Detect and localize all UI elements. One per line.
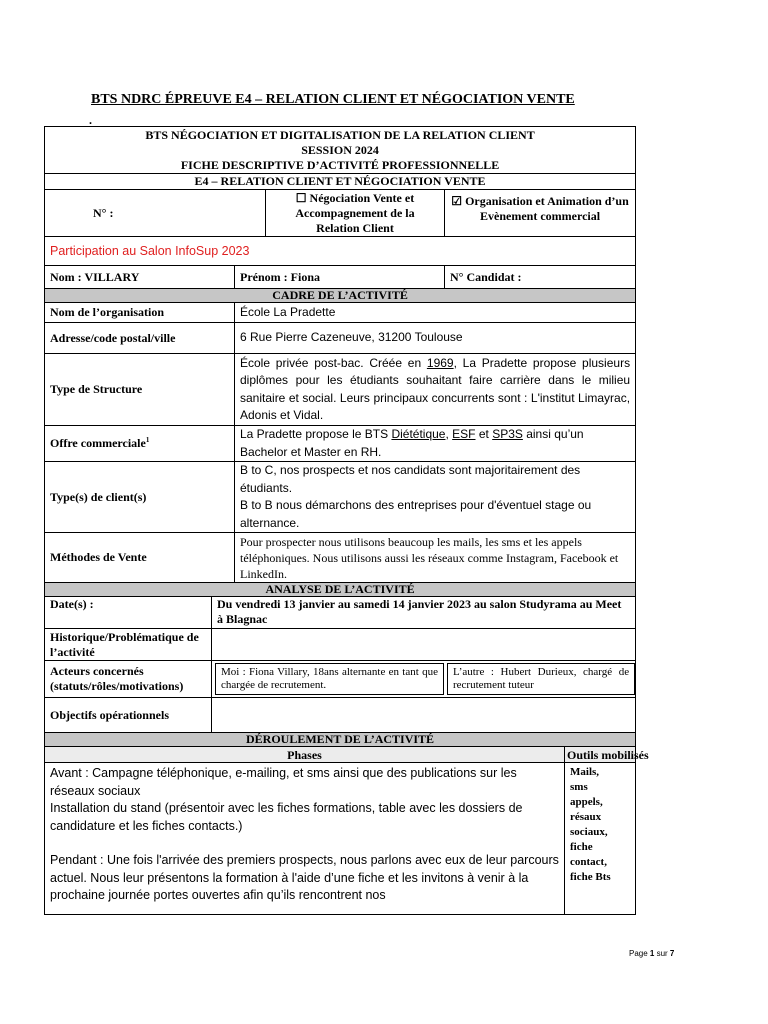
dates-row [45, 597, 636, 629]
structure-label: Type de Structure [45, 354, 235, 426]
objectifs-row [45, 698, 636, 733]
cadre-title: CADRE DE L’ACTIVITÉ [45, 289, 636, 303]
header-row [45, 127, 636, 174]
header-line-4: E4 – RELATION CLIENT ET NÉGOCIATION VENTE [45, 174, 636, 190]
methodes-value: Pour prospecter nous utilisons beaucoup les mails, les sms et les appels téléphoniques. Nous utilisons aussi les réseaux comme Instagram, Facebook et LinkedIn. [235, 533, 636, 583]
outil-item: sms [570, 781, 588, 793]
header-line-3: FICHE DESCRIPTIVE D’ACTIVITÉ PROFESSIONNELLE [180, 157, 500, 172]
checkbox-checked-icon: ☑ [451, 194, 463, 208]
historique-row [45, 629, 636, 661]
numero-label: N° : [45, 190, 266, 237]
activity-title: Participation au Salon InfoSup 2023 [45, 237, 636, 266]
option1-line1: Négociation Vente et [309, 190, 415, 205]
deroulement-title: DÉROULEMENT DE L’ACTIVITÉ [45, 733, 636, 747]
org-label: Nom de l’organisation [45, 303, 235, 323]
header-line-1: BTS NÉGOCIATION ET DIGITALISATION DE LA RELATION CLIENT [145, 127, 535, 142]
structure-value: École privée post-bac. Créée en 1969, La Pradette propose plusieurs diplômes pour les étudiants souhaitant faire carrière dans le milieu sanitaire et social. Leurs principaux concurrents sont : L'institut Limayrac, Adonis et Vidal. [235, 354, 636, 426]
outil-item: appels, [570, 796, 603, 808]
clients-b2c: B to C, nos prospects et nos candidats sont majoritairement des étudiants. [240, 463, 581, 495]
clients-b2b: B to B nous démarchons des entreprises pour d'éventuel stage ou alternance. [240, 498, 592, 530]
option1-line2: Accompagnement de la [295, 205, 415, 220]
methodes-label: Méthodes de Vente [45, 533, 235, 583]
identity-row [45, 266, 636, 289]
option2-line2: Evènement commercial [480, 209, 601, 223]
outils-label: Outils mobilisés [565, 747, 636, 763]
stray-dot: . [89, 113, 92, 127]
offre-value: La Pradette propose le BTS Diététique, ESF et SP3S ainsi qu’un Bachelor et Master en RH. [235, 426, 636, 462]
option-organisation [445, 190, 636, 237]
acteurs-row [45, 661, 636, 698]
option1-line3: Relation Client [316, 220, 394, 235]
deroulement-title-row [45, 733, 636, 747]
outil-item: sociaux, [570, 826, 608, 838]
outil-item: fiche Bts [570, 871, 611, 883]
analyse-title-row [45, 583, 636, 597]
historique-value [212, 629, 636, 661]
historique-label: Historique/Problématique de l’activité [45, 629, 212, 661]
address-value: 6 Rue Pierre Cazeneuve, 31200 Toulouse [235, 323, 636, 354]
phase-installation: Installation du stand (présentoir avec les fiches formations, table avec les dossiers de candidature et les fiches contacts.) [50, 801, 523, 833]
org-value: École La Pradette [235, 303, 636, 323]
clients-row [45, 462, 636, 533]
phase-avant: Avant : Campagne téléphonique, e-mailing, et sms ainsi que des publications sur les réseaux sociaux [50, 766, 517, 798]
objectifs-label: Objectifs opérationnels [45, 698, 212, 733]
options-row [45, 190, 636, 237]
phase-pendant: Pendant : Une fois l'arrivée des premiers prospects, nous parlons avec eux de leur parcours actuel. Nous leur présentons la formation à l'aide d’une fiche et les invitons à venir à la prochaine journée portes ouvertes afin qu’ils rencontrent nos [50, 853, 559, 902]
option-negociation [266, 190, 445, 237]
outil-item: résaux [570, 811, 602, 823]
acteur-moi: Moi : Fiona Villary, 18ans alternante en tant que chargée de recrutement. [215, 663, 444, 695]
dates-label: Date(s) : [45, 597, 212, 629]
outil-item: Mails, [570, 766, 600, 778]
acteurs-label: Acteurs concernés (statuts/rôles/motivations) [45, 661, 212, 698]
header-line-2: SESSION 2024 [301, 142, 379, 157]
epreuve-row [45, 174, 636, 190]
clients-label: Type(s) de client(s) [45, 462, 235, 533]
structure-row [45, 354, 636, 426]
numero-candidat: N° Candidat : [445, 266, 636, 289]
outils-list [565, 763, 636, 915]
offre-row [45, 426, 636, 462]
acteur-autre: L’autre : Hubert Durieux, chargé de recrutement tuteur [447, 663, 635, 695]
cadre-title-row [45, 289, 636, 303]
objectifs-value [212, 698, 636, 733]
analyse-title: ANALYSE DE L’ACTIVITÉ [45, 583, 636, 597]
clients-value [235, 462, 636, 533]
outil-item: contact, [570, 856, 607, 868]
option2-line1: Organisation et Animation d’un [465, 194, 629, 208]
activity-form-table [44, 126, 649, 915]
phases-label: Phases [45, 747, 565, 763]
nom: Nom : VILLARY [45, 266, 235, 289]
address-row [45, 323, 636, 354]
phases-row [45, 763, 636, 915]
org-row [45, 303, 636, 323]
phases-text [45, 763, 565, 915]
activity-title-row [45, 237, 636, 266]
checkbox-empty-icon: ☐ [295, 190, 307, 205]
page-footer: Page 1 sur 7 [629, 949, 675, 958]
address-label: Adresse/code postal/ville [45, 323, 235, 354]
phases-header-row [45, 747, 636, 763]
prenom: Prénom : Fiona [235, 266, 445, 289]
document-title: BTS NDRC ÉPREUVE E4 – RELATION CLIENT ET NÉGOCIATION VENTE [91, 92, 575, 107]
offre-label: Offre commerciale$^1$ [45, 426, 235, 462]
methodes-row [45, 533, 636, 583]
dates-value: Du vendredi 13 janvier au samedi 14 janvier 2023 au salon Studyrama au Meet à Blagnac [212, 597, 636, 629]
outil-item: fiche [570, 841, 593, 853]
